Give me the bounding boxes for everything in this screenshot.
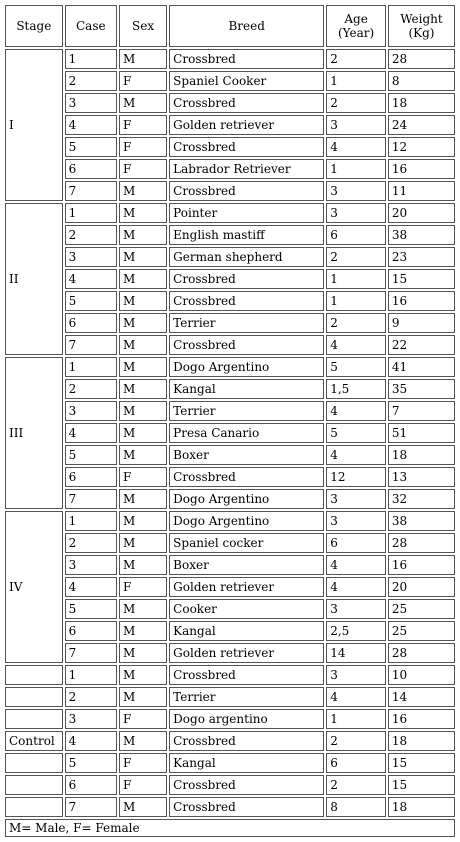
case-cell: 4: [65, 115, 117, 135]
stage-cell: I: [5, 49, 63, 201]
weight-cell: 16: [388, 159, 455, 179]
table-row: [5, 115, 455, 135]
breed-cell: English mastiff: [169, 225, 324, 245]
breed-cell: Crossbred: [169, 49, 324, 69]
weight-cell: 24: [388, 115, 455, 135]
sex-cell: M: [119, 225, 167, 245]
stage-cell: [5, 665, 63, 685]
breed-cell: Crossbred: [169, 775, 324, 795]
case-cell: 3: [65, 93, 117, 113]
breed-cell: Dogo argentino: [169, 709, 324, 729]
breed-cell: Crossbred: [169, 335, 324, 355]
table-row: [5, 709, 455, 729]
weight-cell: 38: [388, 225, 455, 245]
case-cell: 5: [65, 137, 117, 157]
table-row: [5, 137, 455, 157]
age-cell: 4: [326, 401, 386, 421]
age-cell: 2,5: [326, 621, 386, 641]
case-cell: 2: [65, 687, 117, 707]
sex-cell: M: [119, 357, 167, 377]
table-row: [5, 467, 455, 487]
table-row: [5, 247, 455, 267]
age-cell: 2: [326, 49, 386, 69]
age-cell: 4: [326, 577, 386, 597]
weight-cell: 32: [388, 489, 455, 509]
stage-cell: Control: [5, 731, 63, 751]
weight-cell: 51: [388, 423, 455, 443]
weight-cell: 28: [388, 49, 455, 69]
weight-cell: 25: [388, 621, 455, 641]
breed-cell: Golden retriever: [169, 115, 324, 135]
table-body: [5, 49, 455, 817]
breed-header: Breed: [169, 5, 324, 47]
table-row: [5, 687, 455, 707]
breed-cell: Crossbred: [169, 137, 324, 157]
sex-cell: M: [119, 687, 167, 707]
weight-header: [388, 5, 455, 47]
age-cell: 8: [326, 797, 386, 817]
breed-cell: Golden retriever: [169, 643, 324, 663]
table-row: [5, 159, 455, 179]
age-cell: 2: [326, 313, 386, 333]
weight-cell: 9: [388, 313, 455, 333]
case-cell: 7: [65, 797, 117, 817]
age-cell: 1: [326, 159, 386, 179]
breed-cell: Kangal: [169, 379, 324, 399]
breed-cell: Presa Canario: [169, 423, 324, 443]
case-cell: 6: [65, 159, 117, 179]
age-cell: 1: [326, 71, 386, 91]
case-cell: 5: [65, 753, 117, 773]
table-row: [5, 423, 455, 443]
age-cell: 2: [326, 731, 386, 751]
sex-cell: M: [119, 511, 167, 531]
sex-cell: M: [119, 247, 167, 267]
weight-cell: 28: [388, 533, 455, 553]
weight-cell: 18: [388, 93, 455, 113]
table-row: [5, 731, 455, 751]
age-cell: 1: [326, 291, 386, 311]
age-cell: 1: [326, 269, 386, 289]
stage-cell: II: [5, 203, 63, 355]
weight-cell: 18: [388, 797, 455, 817]
weight-cell: 15: [388, 775, 455, 795]
sex-cell: M: [119, 599, 167, 619]
weight-cell: 20: [388, 203, 455, 223]
table-row: [5, 357, 455, 377]
case-cell: 4: [65, 269, 117, 289]
weight-header-label: Weight: [400, 12, 443, 26]
table-row: [5, 49, 455, 69]
sex-cell: M: [119, 445, 167, 465]
weight-cell: 8: [388, 71, 455, 91]
table-row: [5, 555, 455, 575]
table-row: [5, 775, 455, 795]
weight-cell: 16: [388, 555, 455, 575]
age-cell: 6: [326, 225, 386, 245]
stage-cell: [5, 687, 63, 707]
breed-cell: Kangal: [169, 621, 324, 641]
age-cell: 2: [326, 775, 386, 795]
breed-cell: Dogo Argentino: [169, 511, 324, 531]
age-cell: 5: [326, 357, 386, 377]
weight-cell: 20: [388, 577, 455, 597]
breed-cell: Crossbred: [169, 731, 324, 751]
breed-cell: Spaniel cocker: [169, 533, 324, 553]
case-cell: 7: [65, 489, 117, 509]
sex-cell: M: [119, 489, 167, 509]
sex-header: Sex: [119, 5, 167, 47]
table-row: [5, 71, 455, 91]
weight-cell: 13: [388, 467, 455, 487]
age-cell: 4: [326, 445, 386, 465]
weight-cell: 14: [388, 687, 455, 707]
breed-cell: Terrier: [169, 401, 324, 421]
case-cell: 3: [65, 709, 117, 729]
weight-header-unit: (Kg): [408, 26, 435, 40]
case-cell: 3: [65, 247, 117, 267]
sex-cell: M: [119, 797, 167, 817]
age-cell: 4: [326, 137, 386, 157]
weight-cell: 38: [388, 511, 455, 531]
age-cell: 3: [326, 665, 386, 685]
case-cell: 1: [65, 511, 117, 531]
breed-cell: Pointer: [169, 203, 324, 223]
case-cell: 3: [65, 555, 117, 575]
age-cell: 1: [326, 709, 386, 729]
table-row: [5, 379, 455, 399]
case-cell: 6: [65, 467, 117, 487]
breed-cell: Crossbred: [169, 181, 324, 201]
weight-cell: 23: [388, 247, 455, 267]
stage-cell: III: [5, 357, 63, 509]
weight-cell: 11: [388, 181, 455, 201]
weight-cell: 18: [388, 731, 455, 751]
age-header-label: Age: [344, 12, 368, 26]
case-cell: 5: [65, 445, 117, 465]
age-cell: 4: [326, 555, 386, 575]
age-cell: 3: [326, 511, 386, 531]
weight-cell: 16: [388, 291, 455, 311]
sex-cell: M: [119, 181, 167, 201]
sex-cell: M: [119, 313, 167, 333]
stage-cell: [5, 775, 63, 795]
age-cell: 3: [326, 181, 386, 201]
sex-cell: F: [119, 137, 167, 157]
table-row: [5, 181, 455, 201]
table-row: [5, 203, 455, 223]
case-cell: 6: [65, 775, 117, 795]
weight-cell: 12: [388, 137, 455, 157]
weight-cell: 18: [388, 445, 455, 465]
sex-cell: M: [119, 401, 167, 421]
case-cell: 6: [65, 621, 117, 641]
breed-cell: Terrier: [169, 687, 324, 707]
age-header: [326, 5, 386, 47]
sex-cell: F: [119, 775, 167, 795]
sex-cell: F: [119, 467, 167, 487]
sex-cell: F: [119, 753, 167, 773]
table-row: [5, 753, 455, 773]
header-row: [5, 5, 455, 47]
age-cell: 4: [326, 687, 386, 707]
age-cell: 14: [326, 643, 386, 663]
table-row: [5, 511, 455, 531]
case-cell: 6: [65, 313, 117, 333]
table-row: [5, 797, 455, 817]
age-cell: 4: [326, 335, 386, 355]
table-row: [5, 269, 455, 289]
sex-cell: F: [119, 709, 167, 729]
case-cell: 5: [65, 599, 117, 619]
stage-header: Stage: [5, 5, 63, 47]
table-row: [5, 643, 455, 663]
dog-cases-table: [3, 3, 457, 839]
sex-cell: F: [119, 159, 167, 179]
case-cell: 4: [65, 423, 117, 443]
breed-cell: Terrier: [169, 313, 324, 333]
case-cell: 1: [65, 357, 117, 377]
stage-cell: IV: [5, 511, 63, 663]
footnote: M= Male, F= Female: [5, 819, 455, 837]
table-row: [5, 533, 455, 553]
table-row: [5, 401, 455, 421]
age-header-unit: (Year): [337, 26, 375, 40]
case-cell: 2: [65, 71, 117, 91]
case-cell: 4: [65, 731, 117, 751]
case-cell: 7: [65, 335, 117, 355]
sex-cell: M: [119, 621, 167, 641]
table-row: [5, 621, 455, 641]
case-cell: 1: [65, 203, 117, 223]
sex-cell: M: [119, 665, 167, 685]
sex-cell: M: [119, 93, 167, 113]
sex-cell: F: [119, 577, 167, 597]
age-cell: 3: [326, 115, 386, 135]
case-cell: 2: [65, 533, 117, 553]
sex-cell: M: [119, 731, 167, 751]
breed-cell: Labrador Retriever: [169, 159, 324, 179]
case-cell: 7: [65, 181, 117, 201]
breed-cell: Spaniel Cooker: [169, 71, 324, 91]
breed-cell: Dogo Argentino: [169, 489, 324, 509]
age-cell: 1,5: [326, 379, 386, 399]
age-cell: 12: [326, 467, 386, 487]
case-cell: 2: [65, 225, 117, 245]
case-cell: 1: [65, 665, 117, 685]
age-cell: 2: [326, 93, 386, 113]
weight-cell: 10: [388, 665, 455, 685]
age-cell: 6: [326, 753, 386, 773]
table-row: [5, 577, 455, 597]
weight-cell: 35: [388, 379, 455, 399]
age-cell: 3: [326, 599, 386, 619]
weight-cell: 22: [388, 335, 455, 355]
weight-cell: 15: [388, 269, 455, 289]
table-row: [5, 225, 455, 245]
age-cell: 6: [326, 533, 386, 553]
case-cell: 5: [65, 291, 117, 311]
age-cell: 5: [326, 423, 386, 443]
age-cell: 3: [326, 489, 386, 509]
table-row: [5, 665, 455, 685]
case-cell: 7: [65, 643, 117, 663]
breed-cell: Crossbred: [169, 467, 324, 487]
breed-cell: Crossbred: [169, 93, 324, 113]
sex-cell: M: [119, 379, 167, 399]
stage-cell: [5, 797, 63, 817]
breed-cell: Boxer: [169, 445, 324, 465]
sex-cell: M: [119, 423, 167, 443]
sex-cell: M: [119, 291, 167, 311]
case-cell: 2: [65, 379, 117, 399]
case-cell: 3: [65, 401, 117, 421]
sex-cell: M: [119, 49, 167, 69]
age-cell: 3: [326, 203, 386, 223]
case-cell: 1: [65, 49, 117, 69]
sex-cell: M: [119, 203, 167, 223]
table-row: [5, 291, 455, 311]
table-row: [5, 335, 455, 355]
breed-cell: Crossbred: [169, 269, 324, 289]
sex-cell: M: [119, 643, 167, 663]
breed-cell: Crossbred: [169, 665, 324, 685]
breed-cell: Cooker: [169, 599, 324, 619]
stage-cell: [5, 753, 63, 773]
case-cell: 4: [65, 577, 117, 597]
sex-cell: M: [119, 533, 167, 553]
sex-cell: F: [119, 71, 167, 91]
age-cell: 2: [326, 247, 386, 267]
weight-cell: 16: [388, 709, 455, 729]
sex-cell: M: [119, 335, 167, 355]
footnote-row: [5, 819, 455, 837]
breed-cell: Crossbred: [169, 291, 324, 311]
sex-cell: M: [119, 555, 167, 575]
table-row: [5, 599, 455, 619]
weight-cell: 41: [388, 357, 455, 377]
weight-cell: 28: [388, 643, 455, 663]
table-row: [5, 93, 455, 113]
stage-cell: [5, 709, 63, 729]
case-header: Case: [65, 5, 117, 47]
weight-cell: 25: [388, 599, 455, 619]
weight-cell: 7: [388, 401, 455, 421]
breed-cell: Boxer: [169, 555, 324, 575]
breed-cell: German shepherd: [169, 247, 324, 267]
table-row: [5, 489, 455, 509]
breed-cell: Kangal: [169, 753, 324, 773]
table-row: [5, 313, 455, 333]
breed-cell: Crossbred: [169, 797, 324, 817]
breed-cell: Golden retriever: [169, 577, 324, 597]
sex-cell: F: [119, 115, 167, 135]
table-row: [5, 445, 455, 465]
sex-cell: M: [119, 269, 167, 289]
weight-cell: 15: [388, 753, 455, 773]
breed-cell: Dogo Argentino: [169, 357, 324, 377]
